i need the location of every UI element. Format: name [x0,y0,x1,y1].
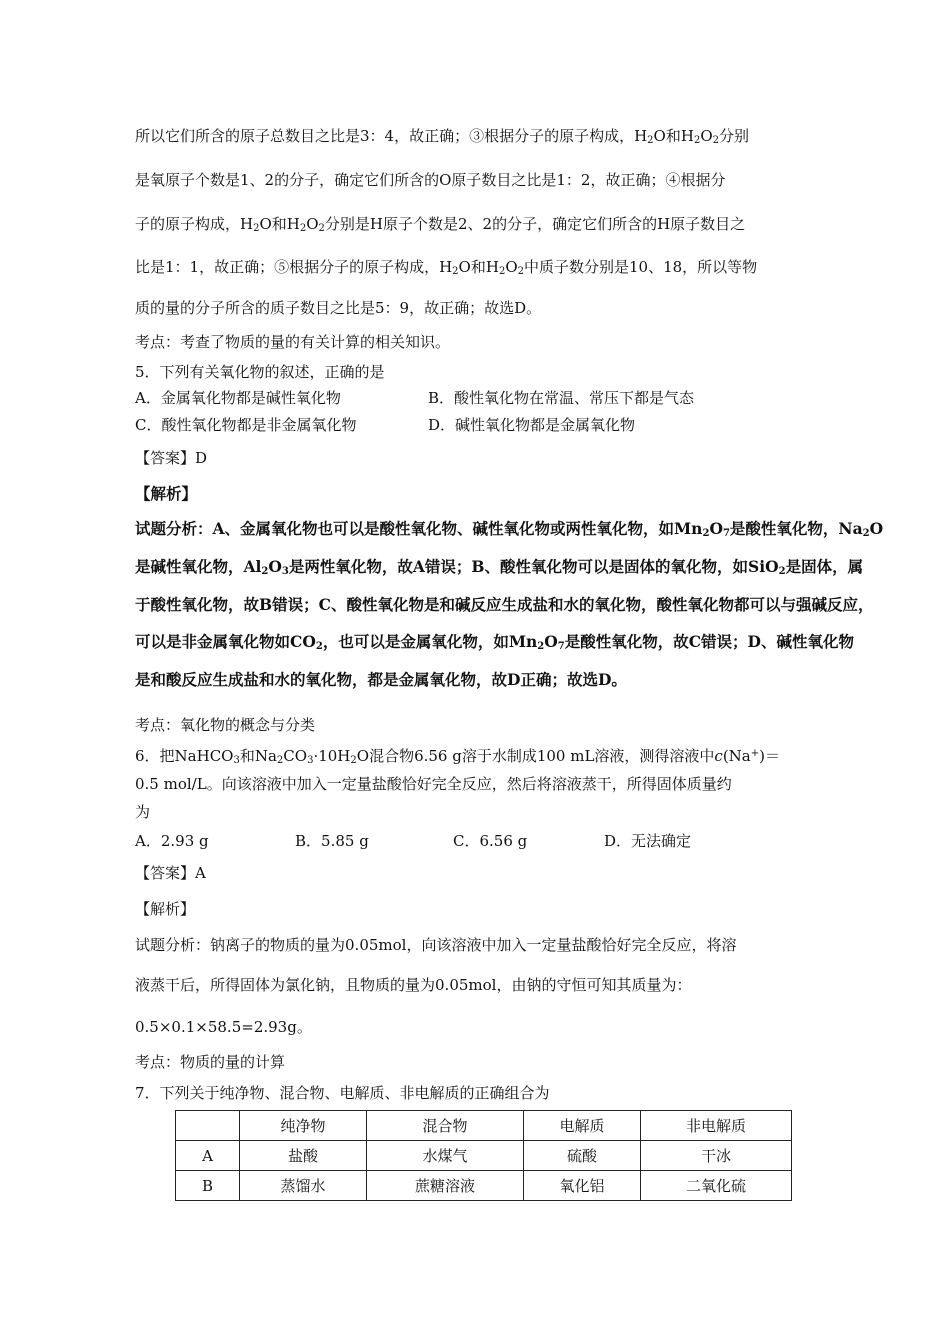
superscript: + [750,748,760,759]
text: O [869,519,884,538]
q6-option-b: B．5.85 g [295,832,369,850]
q6-analysis-line: 0.5×0.1×58.5=2.93g。 [135,1018,312,1036]
subscript: 3 [307,755,314,766]
subscript: 2 [253,223,260,234]
text: O [700,127,713,145]
paragraph-line [135,214,745,234]
table-cell: 蒸馏水 [240,1171,367,1201]
question-7-stem: 7．下列关于纯净物、混合物、电解质、非电解质的正确组合为 [135,1084,550,1102]
q6-analysis-line: 液蒸干后，所得固体为氯化钠，且物质的量为0.05mol，由钠的守恒可知其质量为： [135,976,692,994]
subscript: 2 [862,528,870,539]
subscript: 7 [722,528,730,539]
subscript: 2 [350,755,357,766]
table-header-row [176,1111,792,1141]
text: ·10H [313,747,351,765]
subscript: 2 [712,135,719,146]
table-cell: 二氧化硫 [641,1171,792,1201]
q5-kaodian: 考点：氧化物的概念与分类 [135,716,316,734]
table-cell: 盐酸 [240,1141,367,1171]
text: 中质子数分别是10、18，所以等物 [524,258,758,276]
subscript: 2 [261,566,269,577]
text: 是酸性氧化物，Na [729,519,863,538]
text: 比是1：1，故正确；⑤根据分子的原子构成，H [135,258,453,276]
paragraph-line [135,170,725,190]
table-header-cell: 电解质 [524,1111,641,1141]
text: O [709,519,723,538]
text: O和H [458,258,499,276]
table-cell: 干冰 [641,1141,792,1171]
text: 是两性氧化物，故A错误；B、酸性氧化物可以是固体的氧化物，如SiO [288,557,779,576]
q5-analysis-line [135,519,883,539]
table-cell: 水煤气 [367,1141,524,1171]
paragraph-line [135,257,757,277]
q5-analysis-line: 于酸性氧化物，故B错误；C、酸性氧化物是和碱反应生成盐和水的氧化物，酸性氧化物都可以与强碱反应， [135,595,874,614]
table-header-cell: 非电解质 [641,1111,792,1141]
text: O和H [259,215,300,233]
text: 分别 [719,127,750,145]
italic-symbol: c [714,747,723,765]
q5-analysis-heading: 【解析】 [135,484,198,503]
question-6-stem: 0.5 mol/L。向该溶液中加入一定量盐酸恰好完全反应，然后将溶液蒸干，所得固体质量约 [135,775,732,793]
subscript: 2 [647,135,654,146]
table-cell: B [176,1171,240,1201]
text: (Na [722,747,751,765]
paragraph-line [135,126,749,146]
subscript: 2 [702,528,710,539]
subscript: 2 [693,135,701,146]
table-header-cell: 混合物 [367,1111,524,1141]
q5-analysis-line [135,632,854,652]
q5-answer: 【答案】D [135,449,208,467]
text: 是固体，属 [785,557,864,576]
subscript: 7 [557,641,565,652]
text: 6．把NaHCO [135,747,234,765]
paragraph-line: 质的量的分子所含的质子数目之比是5：9，故正确；故选D。 [135,299,542,317]
text: 是酸性氧化物，故C错误；D、碱性氧化物 [564,632,854,651]
question-6-stem: 为 [135,803,151,821]
table-header-cell: 纯净物 [240,1111,367,1141]
text: )＝ [759,747,780,765]
text: 可以是非金属氧化物如CO [135,632,316,651]
q5-analysis-line: 是和酸反应生成盐和水的氧化物，都是金属氧化物，故D正确；故选D。 [135,670,627,689]
subscript: 2 [299,223,307,234]
q6-option-c: C．6.56 g [453,832,528,850]
q5-analysis-line [135,557,863,577]
q7-table [175,1110,792,1201]
q6-option-d: D．无法确定 [604,832,692,850]
text: 子的原子构成，H [135,215,254,233]
text: O [268,557,282,576]
subscript: 3 [233,755,240,766]
table-cell: 硫酸 [524,1141,641,1171]
subscript: 2 [276,755,284,766]
table-cell: A [176,1141,240,1171]
table-cell: 氧化铝 [524,1171,641,1201]
text: 是碱性氧化物，Al [135,557,262,576]
text: O [544,632,558,651]
subscript: 2 [318,223,325,234]
text: 分别是H原子个数是2、2的分子，确定它们所含的H原子数目之 [324,215,746,233]
kaodian-line: 考点：考查了物质的量的有关计算的相关知识。 [135,333,451,351]
subscript: 2 [517,266,524,277]
q6-analysis-heading: 【解析】 [135,900,196,918]
q5-option-b: B．酸性氧化物在常温、常压下都是气态 [428,389,695,407]
table-row [176,1141,792,1171]
question-6-stem [135,746,780,766]
subscript: 3 [281,566,289,577]
q5-option-d: D．碱性氧化物都是金属氧化物 [428,416,636,434]
text: O [306,215,319,233]
subscript: 2 [498,266,506,277]
question-5-stem: 5．下列有关氧化物的叙述，正确的是 [135,363,385,381]
text: O混合物6.56 g溶于水制成100 mL溶液，测得溶液中 [356,747,715,765]
text: 和Na [239,747,277,765]
text: ，也可以是金属氧化物，如Mn [322,632,538,651]
q6-analysis-line: 试题分析：钠离子的物质的量为0.05mol，向该溶液中加入一定量盐酸恰好完全反应，将溶 [135,936,737,954]
table-header-cell [176,1111,240,1141]
subscript: 2 [452,266,459,277]
q5-option-c: C．酸性氧化物都是非金属氧化物 [135,416,357,434]
subscript: 2 [778,566,786,577]
q6-answer: 【答案】A [135,864,206,882]
text: 是氧原子个数是1、2的分子，确定它们所含的O原子数目之比是1：2，故正确；④根据分 [135,171,726,189]
subscript: 2 [315,641,323,652]
text: CO [283,747,308,765]
q5-option-a: A．金属氧化物都是碱性氧化物 [135,389,341,407]
text: 试题分析：A、金属氧化物也可以是酸性氧化物、碱性氧化物或两性氧化物，如Mn [135,519,703,538]
subscript: 2 [537,641,545,652]
q6-option-a: A．2.93 g [135,832,209,850]
text: O [505,258,518,276]
text: O和H [653,127,694,145]
q6-kaodian: 考点：物质的量的计算 [135,1053,286,1071]
table-cell: 蔗糖溶液 [367,1171,524,1201]
text: 所以它们所含的原子总数目之比是3：4，故正确；③根据分子的原子构成，H [135,127,648,145]
table-row [176,1171,792,1201]
